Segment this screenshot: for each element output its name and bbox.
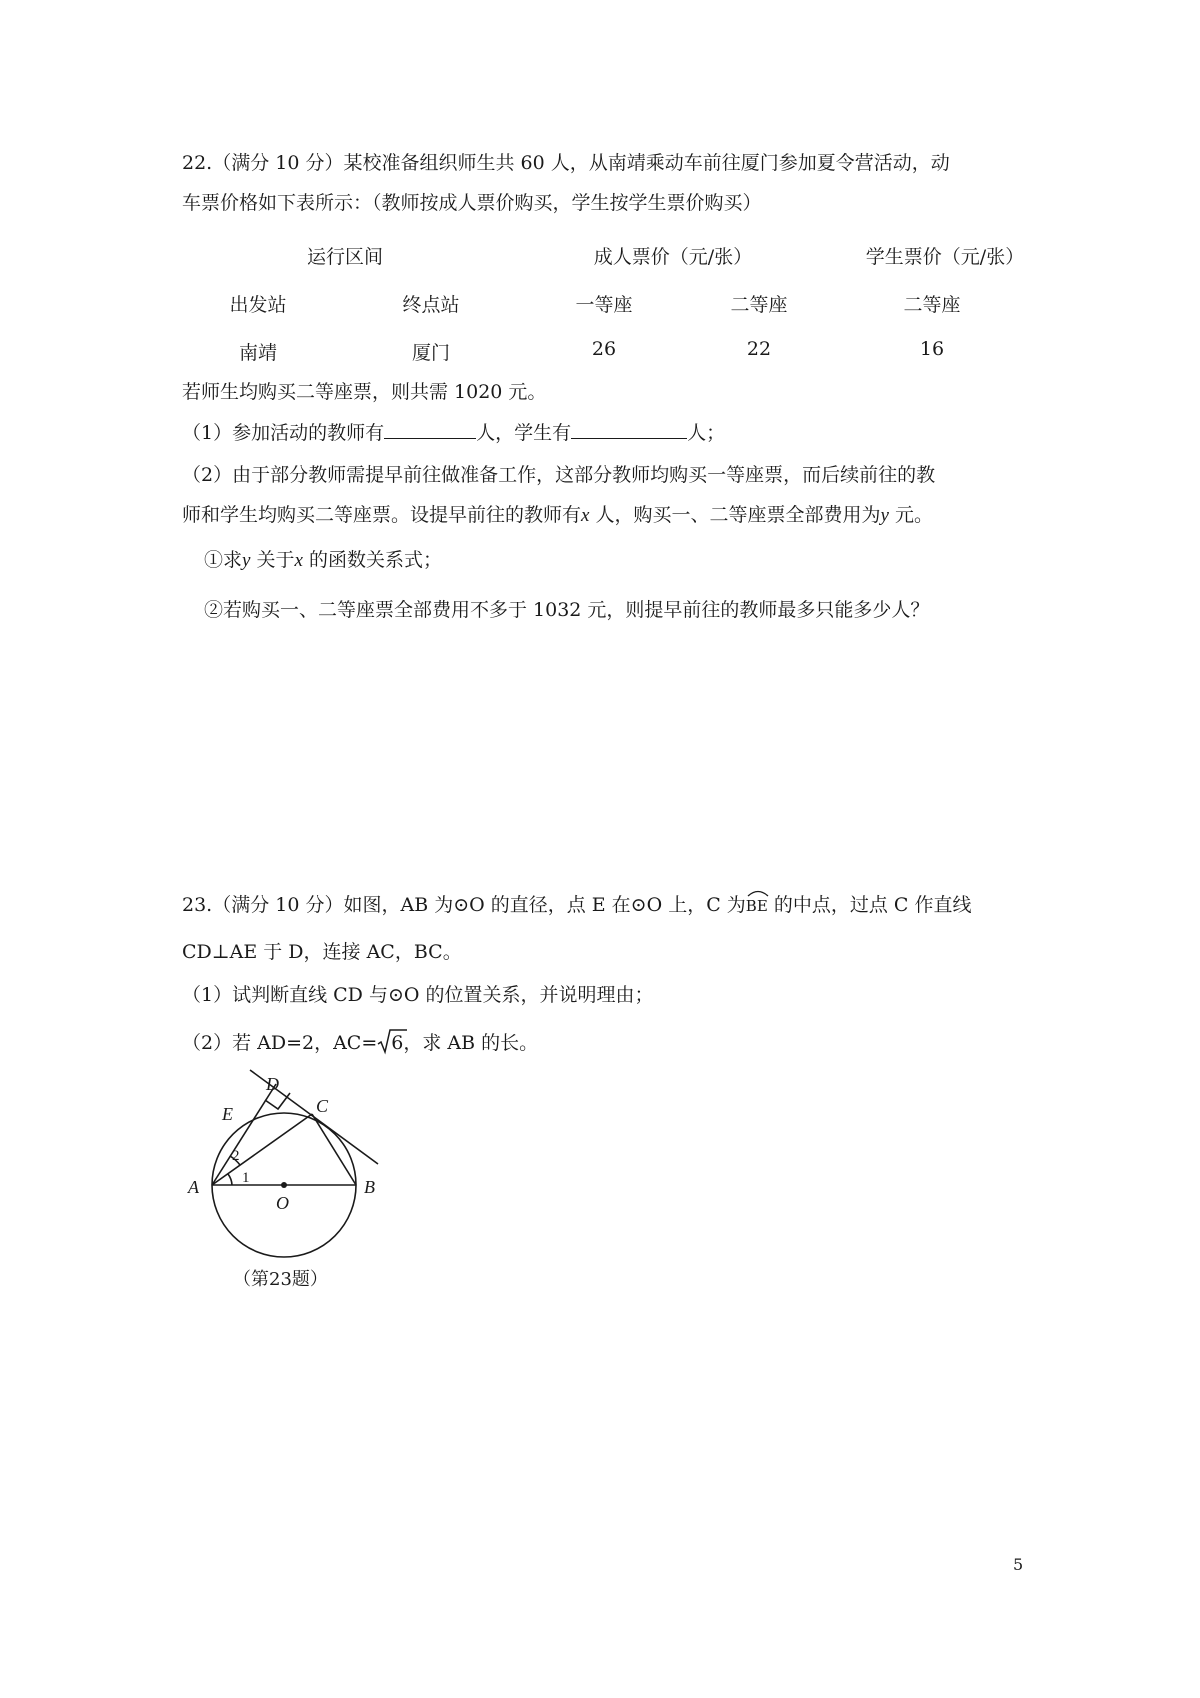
segment-ac [212,1114,312,1185]
figure-caption: （第23题） [233,1269,328,1290]
label-d: D [266,1074,279,1094]
q22-subquestion2: ②若购买一、二等座票全部费用不多于 1032 元，则提早前往的教师最多只能多少人？ [204,599,930,621]
q22-part1-text-a: （1）参加活动的教师有 [182,422,385,444]
sub1-variable-x: x [294,550,303,571]
variable-x: x [581,505,590,526]
center-point-o [281,1182,287,1188]
sqrt-expression [377,1032,403,1054]
q22-part2-line2 [182,500,933,527]
q23-line1 [182,890,971,917]
arc-symbol-icon [746,887,770,897]
label-a: A [188,1177,199,1197]
label-angle-1: 1 [242,1170,250,1186]
q22-part2-text-a: 师和学生均购买二等座票。设提早前往的教师有 [182,504,582,526]
table-header-adult: 成人票价（元/张） [593,246,753,268]
label-c: C [316,1096,329,1116]
table-sub-first-class: 一等座 [575,294,633,316]
q22-part1-text-b: 人，学生有 [476,422,572,444]
table-sub-second-class-adult: 二等座 [730,294,788,316]
label-e: E [222,1104,233,1124]
label-b: B [364,1177,375,1197]
q23-line1-text-a: 23.（满分 10 分）如图，AB 为⊙O 的直径，点 E 在⊙O 上，C 为 [182,894,746,916]
arc-label: BE [745,897,768,915]
variable-y: y [880,505,889,526]
q22-part2-text-c: 元。 [888,504,933,526]
teacher-count-blank[interactable] [384,420,476,439]
page-number: 5 [1013,1555,1024,1574]
label-angle-2: 2 [232,1148,240,1164]
table-cell-first-class-price: 26 [591,338,617,360]
angle-1-arc [228,1174,232,1185]
geometry-figure [180,1065,400,1265]
q23-part2-text-b: ，求 AB 的长。 [403,1032,539,1054]
table-sub-departure: 出发站 [229,294,287,316]
sub1-text-a: ①求 [204,549,243,571]
sub1-variable-y: y [242,550,251,571]
segment-bc [312,1114,356,1185]
table-header-interval: 运行区间 [306,246,384,268]
q23-part2-text-a: （2）若 AD=2，AC= [182,1032,378,1054]
q22-line1: 22.（满分 10 分）某校准备组织师生共 60 人，从南靖乘动车前往厦门参加夏令营活动，动 [182,152,950,174]
table-sub-second-class-student: 二等座 [903,294,961,316]
q22-part1-text-c: 人； [687,422,726,444]
sub1-text-c: 的函数关系式； [302,549,442,571]
student-count-blank[interactable] [571,420,687,439]
table-sub-terminal: 终点站 [402,294,460,316]
label-o: O [276,1193,289,1213]
q22-part2-line1: （2）由于部分教师需提早前往做准备工作，这部分教师均购买一等座票，而后续前往的教 [182,464,936,486]
table-cell-second-class-student-price: 16 [919,338,945,360]
sqrt-radical-icon [377,1028,407,1056]
arc-be [746,893,768,915]
q22-part1 [182,418,725,445]
q23-line2: CD⊥AE 于 D，连接 AC，BC。 [182,941,462,963]
q22-line3: 若师生均购买二等座票，则共需 1020 元。 [182,381,547,403]
table-header-student: 学生票价（元/张） [865,246,1025,268]
table-cell-terminal: 厦门 [411,342,451,364]
table-cell-departure: 南靖 [238,342,278,364]
table-cell-second-class-adult-price: 22 [746,338,772,360]
q23-line1-text-b: 的中点，过点 C 作直线 [767,894,972,916]
q22-subquestion1 [204,545,442,572]
q23-part2 [182,1028,538,1055]
sub1-text-b: 关于 [250,549,295,571]
sqrt-radicand: 6 [391,1032,404,1054]
q22-line2: 车票价格如下表所示：（教师按成人票价购买，学生按学生票价购买） [182,192,762,214]
q22-part2-text-b: 人，购买一、二等座票全部费用为 [589,504,881,526]
q23-part1: （1）试判断直线 CD 与⊙O 的位置关系，并说明理由； [182,984,654,1006]
